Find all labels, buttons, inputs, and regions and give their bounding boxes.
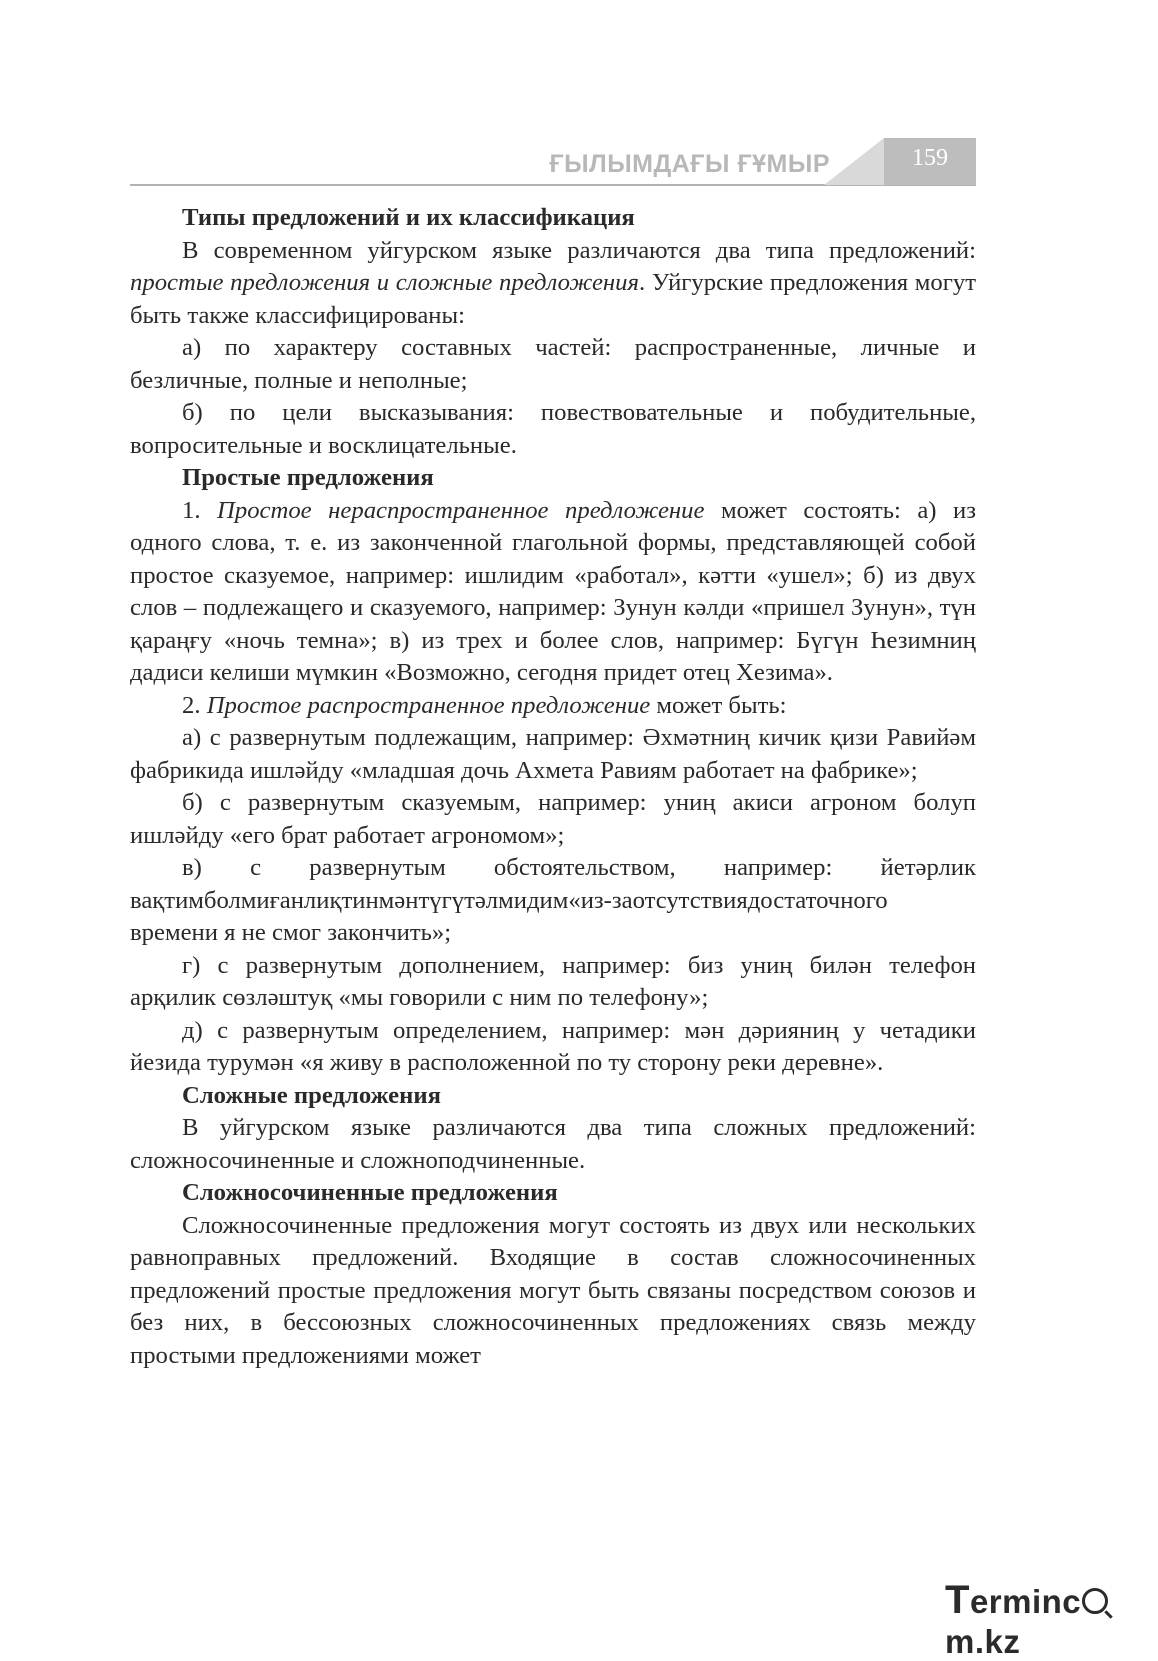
- text-run: может быть:: [650, 691, 787, 719]
- watermark-text: m.kz: [945, 1623, 1021, 1660]
- header-wedge-shape: [824, 138, 884, 185]
- section-heading: Простые предложения: [182, 464, 434, 491]
- section-heading: Сложные предложения: [182, 1081, 441, 1109]
- paragraph: Сложносочиненные предложения могут состоять из двух или нескольких равноправных предложений. Входящие в состав сложносочиненных предложений простые предложения могут быть связаны посредством союзов и без них, в бессоюзных сложносочиненных предложениях связь между простыми предложениями может: [130, 1211, 976, 1369]
- section-heading: Сложносочиненные предложения: [182, 1179, 558, 1206]
- page-number: 159: [912, 145, 948, 171]
- page-body: [130, 202, 976, 1372]
- text-run: . Уйгурские предложения могут быть также классифицированы:: [130, 269, 976, 329]
- paragraph: [130, 690, 976, 723]
- paragraph: г) с развернутым дополнением, например: биз униң билән телефон арқилик сөзләштуқ «мы говорили с ним по телефону»;: [130, 951, 976, 1011]
- paragraph: В уйгурском языке различаются два типа сложных предложений: сложносочиненные и сложноподчиненные.: [130, 1114, 976, 1174]
- paragraph: а) по характеру составных частей: распространенные, личные и безличные, полные и неполные;: [130, 334, 976, 394]
- text-run: может состоять: а) из одного слова, т. е. из законченной глагольной формы, представляющей собой простое сказуемое, например: ишлидим «работал», кәтти «ушел»; б) из двух слов – подлежащего и сказуемого, например: Зунун кәлди «пришел Зунун», түн қараңғу «ночь темна»; в) из трех и более слов, например: Бүгүн Һезимниң дадиси келиши мүмкин «Возможно, сегодня придет отец Хезима».: [130, 496, 976, 686]
- paragraph: б) с развернутым сказуемым, например: униң акиси агроном болуп ишләйду «его брат работает агрономом»;: [130, 789, 976, 849]
- text-run: 1.: [182, 496, 218, 524]
- paragraph: а) с развернутым подлежащим, например: Әхмәтниң кичик қизи Равийәм фабрикида ишләйду «младшая дочь Ахмета Равиям работает на фабрике»;: [130, 724, 976, 784]
- paragraph: д) с развернутым определением, например: мән дәрияниң у четадики йезида турумән «я живу в расположенной по ту сторону реки деревне».: [130, 1016, 976, 1076]
- italic-term: Простое распространенное предложение: [206, 691, 651, 719]
- watermark-logo: [945, 1578, 1158, 1661]
- running-header: [130, 138, 976, 188]
- paragraph: [130, 235, 976, 333]
- magnifier-icon: [1082, 1588, 1108, 1614]
- italic-term: Простое нераспространенное предложение: [217, 496, 705, 524]
- paragraph: [130, 495, 976, 690]
- text-run: В современном уйгурском языке различаются два типа предложений:: [182, 236, 976, 264]
- italic-term: простые предложения и сложные предложения: [130, 269, 640, 296]
- watermark-initial: T: [945, 1578, 970, 1622]
- text-run: 2.: [182, 691, 207, 719]
- watermark-text: erminc: [969, 1583, 1082, 1620]
- paragraph: в) с развернутым обстоятельством, например: йетәрлик вақтимболмиғанлиқтинмәнтүгүтәлмидим«из-заотсутствиядостаточного времени я не смог закончить»;: [130, 854, 976, 946]
- section-heading: Типы предложений и их классификация: [182, 204, 635, 231]
- running-header-title: ҒЫЛЫМДАҒЫ ҒҰМЫР: [549, 150, 830, 178]
- paragraph: б) по цели высказывания: повествовательные и побудительные, вопросительные и восклицательные.: [130, 399, 976, 459]
